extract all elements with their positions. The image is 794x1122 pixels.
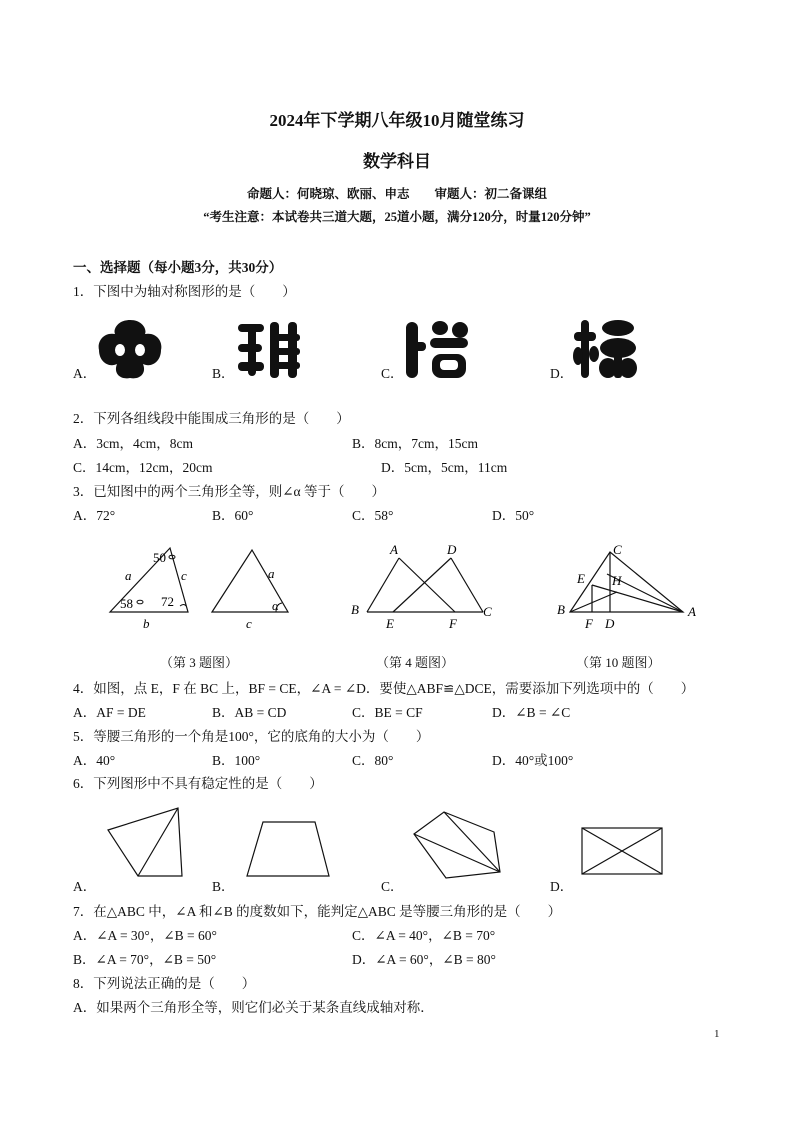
q1-option-b: B． <box>212 366 235 381</box>
q1-glyph-c-image <box>404 318 470 380</box>
figure-10-diagram <box>555 540 705 635</box>
q2-option-c: C．14cm，12cm，20cm <box>73 460 213 475</box>
q7-option-a: A．∠A = 30°，∠B = 60° <box>73 928 217 943</box>
figure-4-caption: （第 4 题图） <box>376 655 455 670</box>
q6-shape-c <box>410 808 505 880</box>
q5-option-c: C．80° <box>352 753 394 768</box>
q3-option-c: C．58° <box>352 508 394 523</box>
fig10-label-H: H <box>612 573 622 588</box>
q6-option-a: A． <box>73 879 97 894</box>
q1-glyph-a-image <box>95 318 165 380</box>
fig10-label-A: A <box>688 604 696 619</box>
question-4-stem: 4．如图，点 E，F 在 BC 上，BF = CE，∠A = ∠D．要使△ABF≌△DCE，需要添加下列选项中的（ ） <box>73 681 695 696</box>
fig10-label-F: F <box>585 616 593 631</box>
fig3-label-72: 72 <box>161 594 174 609</box>
question-5-stem: 5．等腰三角形的一个角是100°，它的底角的大小为（ ） <box>73 729 430 744</box>
question-3-stem: 3．已知图中的两个三角形全等，则∠α 等于（ ） <box>73 484 386 499</box>
q7-option-c: C．∠A = 40°，∠B = 70° <box>352 928 496 943</box>
q7-option-b: B．∠A = 70°，∠B = 50° <box>73 952 217 967</box>
figure-4-diagram <box>345 540 505 635</box>
fig4-label-C: C <box>483 604 492 619</box>
q2-option-b: B．8cm，7cm，15cm <box>352 436 478 451</box>
fig4-label-B: B <box>351 602 359 617</box>
question-8-stem: 8．下列说法正确的是（ ） <box>73 976 256 991</box>
q5-option-a: A．40° <box>73 753 116 768</box>
subject-title: 数学科目 <box>363 152 431 171</box>
q5-option-b: B．100° <box>212 753 261 768</box>
page-title: 2024年下学期八年级10月随堂练习 <box>269 111 525 130</box>
q4-option-b: B．AB = CD <box>212 705 287 720</box>
fig3-label-alpha: α <box>272 598 279 613</box>
question-2-stem: 2．下列各组线段中能围成三角形的是（ ） <box>73 411 350 426</box>
fig10-label-C: C <box>613 542 622 557</box>
fig3-label-50: 50 <box>153 550 166 565</box>
fig4-label-E: E <box>386 616 394 631</box>
q3-option-a: A．72° <box>73 508 116 523</box>
fig10-label-B: B <box>557 602 565 617</box>
q3-option-d: D．50° <box>492 508 535 523</box>
fig4-label-F: F <box>449 616 457 631</box>
q6-option-c: C． <box>381 879 404 894</box>
q1-option-a: A． <box>73 366 97 381</box>
question-7-stem: 7．在△ABC 中，∠A 和∠B 的度数如下，能判定△ABC 是等腰三角形的是（ ） <box>73 904 562 919</box>
q6-option-b: B． <box>212 879 235 894</box>
q3-option-b: B．60° <box>212 508 254 523</box>
q7-option-d: D．∠A = 60°，∠B = 80° <box>352 952 496 967</box>
figure-10-caption: （第 10 题图） <box>576 655 661 670</box>
fig4-label-A: A <box>390 542 398 557</box>
fig4-label-D: D <box>447 542 457 557</box>
q2-option-a: A．3cm，4cm，8cm <box>73 436 193 451</box>
fig3-label-c-right: c <box>246 616 252 631</box>
question-6-stem: 6．下列图形中不具有稳定性的是（ ） <box>73 776 323 791</box>
q4-option-a: A．AF = DE <box>73 705 146 720</box>
q6-shape-b <box>243 818 333 880</box>
q4-option-d: D．∠B = ∠C <box>492 705 571 720</box>
question-1-stem: 1．下图中为轴对称图形的是（ ） <box>73 284 296 299</box>
fig3-label-a-left: a <box>125 568 132 583</box>
q6-shape-a <box>100 800 195 880</box>
fig3-label-58: 58 <box>120 596 133 611</box>
notice-line: “考生注意：本试卷共三道大题，25道小题，满分120分，时量120分钟” <box>203 210 591 224</box>
fig10-label-D: D <box>605 616 615 631</box>
q1-option-d: D． <box>550 366 574 381</box>
q4-option-c: C．BE = CF <box>352 705 423 720</box>
figure-3-caption: （第 3 题图） <box>160 655 239 670</box>
q1-option-c: C． <box>381 366 404 381</box>
fig10-label-E: E <box>577 571 585 586</box>
q6-shape-d <box>580 826 665 878</box>
q1-glyph-d-image <box>572 318 638 380</box>
q6-option-d: D． <box>550 879 574 894</box>
fig3-label-a-right: a <box>268 566 275 581</box>
q8-option-a: A．如果两个三角形全等，则它们必关于某条直线成轴对称． <box>73 1000 434 1015</box>
fig3-label-c-left: c <box>181 568 187 583</box>
page-number: 1 <box>714 1028 720 1040</box>
q5-option-d: D．40°或100° <box>492 753 574 768</box>
figure-3-diagram <box>100 540 300 635</box>
q2-option-d: D．5cm，5cm，11cm <box>381 460 508 475</box>
author-line: 命题人：何晓琼、欧丽、申志 审题人：初二备课组 <box>246 187 547 201</box>
q1-glyph-b-image <box>236 318 302 380</box>
section-title: 一、选择题（每小题3分，共30分） <box>73 260 283 275</box>
fig3-label-b: b <box>143 616 150 631</box>
